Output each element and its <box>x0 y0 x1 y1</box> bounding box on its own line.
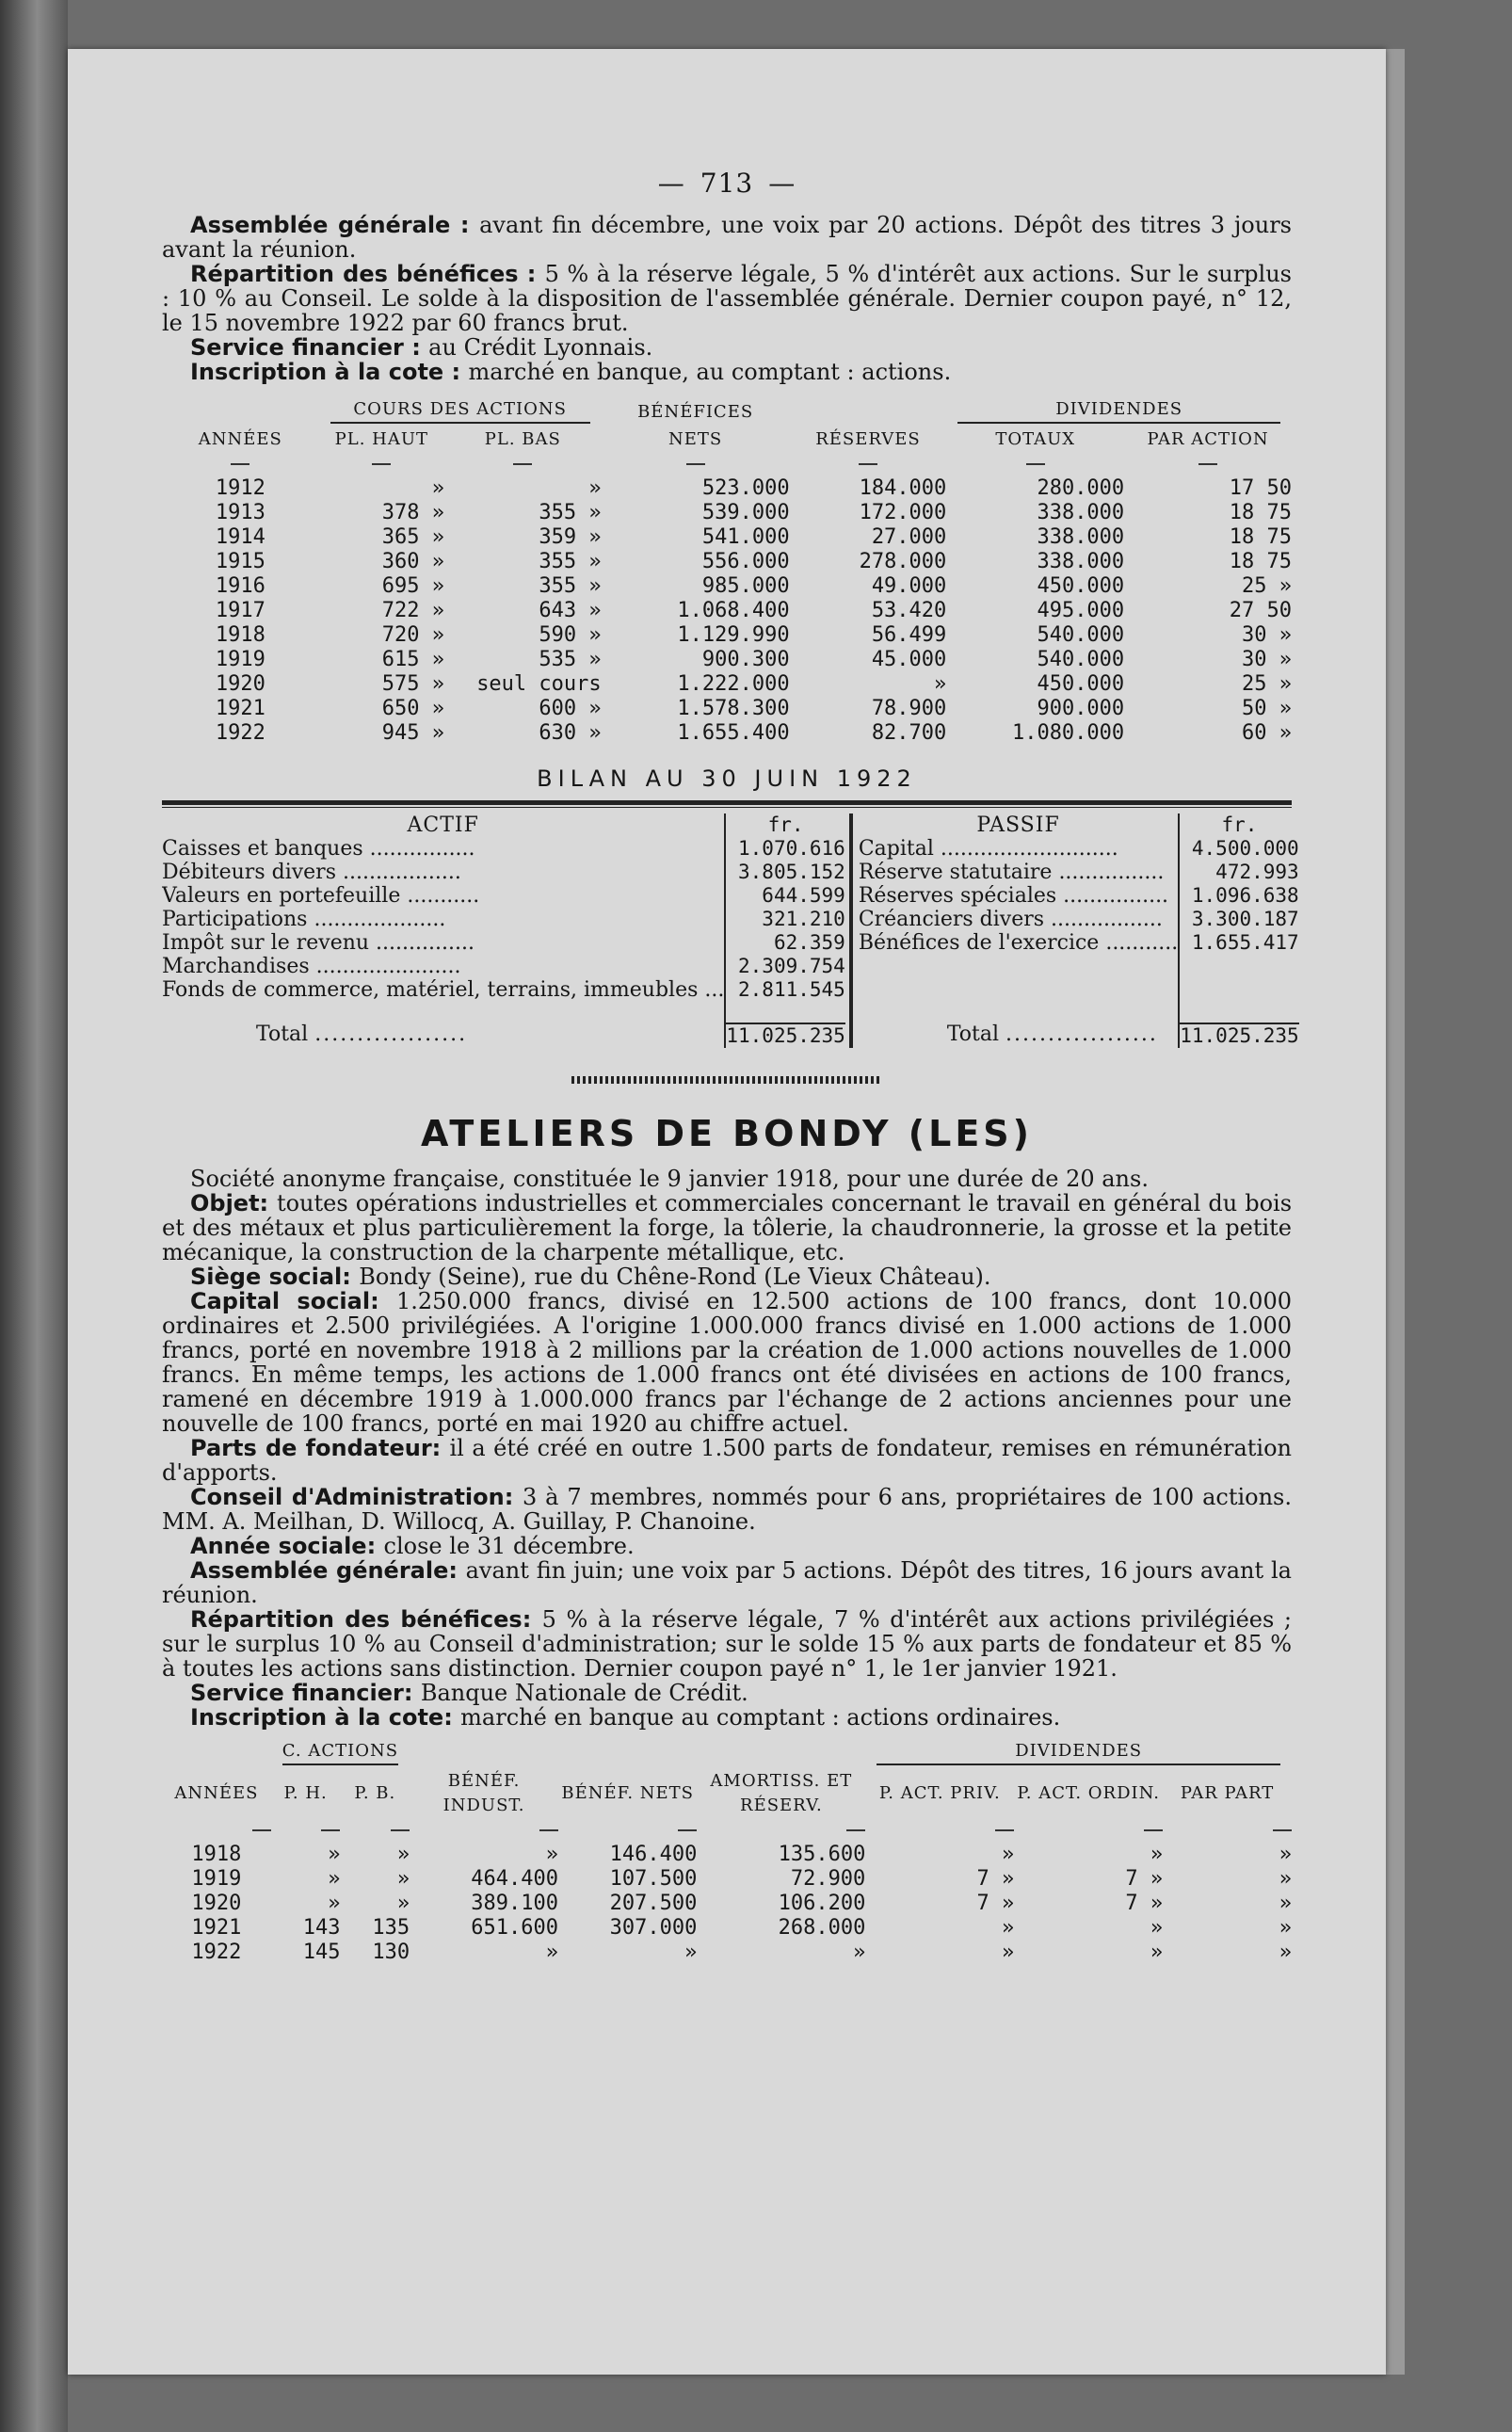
paragraph-text: il a été créé en outre 1.500 parts de fondateur, remises en rémunération d'apports. <box>162 1435 1292 1486</box>
table-cell: » <box>1279 1941 1292 1964</box>
table-cell: » <box>396 1843 410 1866</box>
balance-amount: 1.070.616 <box>738 837 845 860</box>
table-row <box>162 574 1292 599</box>
table-cell: 360 » <box>381 550 444 573</box>
table-cell: » <box>1279 1916 1292 1940</box>
table-cell: 82.700 <box>871 721 947 745</box>
table-row <box>162 550 1292 574</box>
table-cell: 60 » <box>1242 721 1292 745</box>
table-cell: 17 50 <box>1229 476 1292 500</box>
table-cell: 30 » <box>1242 623 1292 647</box>
table-cell: 900.000 <box>1037 697 1125 720</box>
table-cell: 495.000 <box>1037 599 1125 622</box>
table-cell: » <box>588 476 602 500</box>
section1-paragraph <box>162 262 1292 335</box>
paragraph-text: 3 à 7 membres, nommés pour 6 ans, propriétaires de 100 actions. MM. A. Meilhan, D. Willocq, A. Guillay, P. Chanoine. <box>162 1484 1292 1535</box>
table-row <box>162 476 1292 501</box>
section2-paragraph <box>162 1436 1292 1485</box>
table-cell: » <box>1001 1941 1015 1964</box>
balance-amount: 644.599 <box>762 884 845 907</box>
table-cell: 56.499 <box>871 623 947 647</box>
table-cell: 7 » <box>1125 1867 1164 1891</box>
dividend-table-2 <box>162 1739 1292 1965</box>
section2-paragraph <box>162 1534 1292 1558</box>
table-row <box>162 672 1292 697</box>
table-cell: 1.080.000 <box>1011 721 1125 745</box>
table2-header-row <box>162 1769 1292 1818</box>
balance-label: Impôt sur le revenu ............... <box>162 931 475 955</box>
book-spine <box>0 0 68 2432</box>
table-cell: 1915 <box>215 550 265 573</box>
column-header: PL. HAUT <box>334 429 429 449</box>
table-cell: 338.000 <box>1037 525 1125 549</box>
table-cell: 720 » <box>381 623 444 647</box>
balance-label: Réserves spéciales ................ <box>858 884 1169 908</box>
table-cell: 143 <box>302 1916 341 1940</box>
table-cell: 18 75 <box>1229 550 1292 573</box>
balance-label: Fonds de commerce, matériel, terrains, immeubles ... <box>162 978 725 1002</box>
table-cell: 7 » <box>976 1867 1015 1891</box>
table-cell: 535 » <box>539 648 602 671</box>
table1-header-row <box>162 427 1292 452</box>
table-cell: 355 » <box>539 501 602 524</box>
section2-paragraph <box>162 1167 1292 1191</box>
passif-total-label: Total .................. <box>946 1023 1158 1046</box>
balance-label: Caisses et banques ................ <box>162 837 475 861</box>
paragraph-heading: Assemblée générale : <box>190 212 480 238</box>
balance-amount: 2.811.545 <box>738 978 845 1001</box>
section2-paragraphs <box>162 1167 1292 1730</box>
column-header: P. H. <box>283 1783 328 1803</box>
paragraph-heading: Service financier : <box>190 334 429 361</box>
table-cell: 1.068.400 <box>677 599 790 622</box>
table-cell: 630 » <box>539 721 602 745</box>
table-cell: 18 75 <box>1229 501 1292 524</box>
column-header: P. ACT. ORDIN. <box>1017 1783 1160 1803</box>
table-cell: 540.000 <box>1037 648 1125 671</box>
table-cell: 1.222.000 <box>677 672 790 696</box>
paragraph-text: Banque Nationale de Crédit. <box>420 1680 748 1706</box>
table-cell: 1921 <box>215 697 265 720</box>
table-cell: 1922 <box>191 1941 242 1964</box>
table-cell: 1919 <box>191 1867 242 1891</box>
passif-header: PASSIF <box>976 813 1060 837</box>
passif-labels <box>852 837 1179 1002</box>
table-cell: 268.000 <box>778 1916 866 1940</box>
table-cell: seul cours <box>476 672 602 696</box>
section2-paragraph <box>162 1289 1292 1436</box>
paragraph-heading: Année sociale: <box>190 1533 384 1559</box>
table-cell: » <box>1150 1843 1164 1866</box>
table-cell: 900.300 <box>701 648 790 671</box>
table-cell: 575 » <box>381 672 444 696</box>
table-cell: 338.000 <box>1037 550 1125 573</box>
section2-paragraph <box>162 1485 1292 1534</box>
table2-body <box>162 1843 1292 1965</box>
table-cell: 651.600 <box>471 1916 559 1940</box>
table-cell: 53.420 <box>871 599 947 622</box>
table-row <box>162 599 1292 623</box>
table-cell: » <box>684 1941 698 1964</box>
paragraph-heading: Répartition des bénéfices: <box>190 1606 542 1633</box>
table-cell: 450.000 <box>1037 672 1125 696</box>
section2-paragraph <box>162 1607 1292 1681</box>
column-header: P. B. <box>354 1783 396 1803</box>
paragraph-text: 5 % à la réserve légale, 5 % d'intérêt aux actions. Sur le surplus : 10 % au Conseil. Le solde à la disposition de l'assemblée générale. Dernier coupon payé, n° 12, le 15 novembre 1922 par 60 francs brut. <box>162 261 1292 336</box>
table-row <box>162 501 1292 525</box>
table-cell: 278.000 <box>859 550 947 573</box>
table-cell: 1914 <box>215 525 265 549</box>
table-cell: » <box>1150 1916 1164 1940</box>
table-cell: » <box>396 1867 410 1891</box>
table-cell: 1.578.300 <box>677 697 790 720</box>
table-cell: 25 » <box>1242 574 1292 598</box>
table-row <box>162 1941 1292 1965</box>
balance-label: Bénéfices de l'exercice ........... <box>858 931 1179 955</box>
actif-amounts <box>725 837 849 1002</box>
table-cell: 355 » <box>539 574 602 598</box>
table-cell: 615 » <box>381 648 444 671</box>
header-dashes <box>162 452 1292 476</box>
table-cell: 1920 <box>215 672 265 696</box>
section2-paragraph <box>162 1705 1292 1730</box>
passif-total: 11.025.235 <box>1179 1002 1298 1048</box>
table-cell: » <box>934 672 947 696</box>
paragraph-text: avant fin juin; une voix par 5 actions. Dépôt des titres, 16 jours avant la réunion. <box>162 1557 1292 1608</box>
table-cell: » <box>328 1892 341 1915</box>
table-cell: 130 <box>372 1941 410 1964</box>
column-header: RÉSERVES <box>815 429 921 449</box>
table-cell: 1917 <box>215 599 265 622</box>
paragraph-heading: Répartition des bénéfices : <box>190 261 545 287</box>
column-header: NETS <box>668 429 723 449</box>
balance-label: Participations .................... <box>162 908 446 931</box>
passif-currency: fr. <box>1179 813 1298 837</box>
table-cell: 1922 <box>215 721 265 745</box>
table-cell: 695 » <box>381 574 444 598</box>
actif-total: 11.025.235 <box>725 1002 849 1048</box>
benefices-group-header: BÉNÉFICES <box>637 402 754 422</box>
table-cell: 338.000 <box>1037 501 1125 524</box>
passif-amounts <box>1179 837 1298 1002</box>
paragraph-heading: Siège social: <box>190 1264 360 1290</box>
table-cell: » <box>1279 1892 1292 1915</box>
page-content <box>162 168 1299 1965</box>
balance-sheet <box>162 813 1299 1048</box>
actif-header: ACTIF <box>407 813 479 837</box>
balance-amount: 62.359 <box>773 931 845 954</box>
paragraph-heading: Inscription à la cote : <box>190 359 469 385</box>
page <box>68 49 1386 2375</box>
actif-total-label: Total .................. <box>256 1023 468 1046</box>
paragraph-text: marché en banque, au comptant : actions. <box>468 359 952 385</box>
paragraph-text: toutes opérations industrielles et commerciales concernant le travail en général du bois et des métaux et plus particulièrement la forge, la tôlerie, la chaudronnerie, la grosse et la petite mécanique, la construction de la charpente métallique, etc. <box>162 1190 1293 1265</box>
table-cell: » <box>1279 1843 1292 1866</box>
bilan-title: BILAN AU 30 JUIN 1922 <box>537 765 917 792</box>
balance-label: Débiteurs divers .................. <box>162 861 461 884</box>
column-header: PAR PART <box>1180 1783 1275 1803</box>
table-cell: » <box>545 1843 559 1866</box>
paragraph-text: 5 % à la réserve légale, 7 % d'intérêt aux actions privilégiées ; sur le surplus 10 % au Conseil d'administration; sur le solde 15 % aux parts de fondateur et 85 % à toutes les actions sans distinction. Dernier coupon payé n° 1, le 1er janvier 1921. <box>162 1606 1292 1682</box>
table-cell: 1920 <box>191 1892 242 1915</box>
page-edge <box>1386 49 1405 2375</box>
column-header: ANNÉES <box>198 429 282 449</box>
section2-paragraph <box>162 1264 1292 1289</box>
column-header: P. ACT. PRIV. <box>878 1783 1001 1803</box>
table-row <box>162 1843 1292 1867</box>
balance-amount: 1.655.417 <box>1191 931 1299 954</box>
table-cell: » <box>1150 1941 1164 1964</box>
table-cell: 72.900 <box>790 1867 866 1891</box>
balance-amount: 321.210 <box>762 908 845 930</box>
table-cell: 722 » <box>381 599 444 622</box>
table-cell: 650 » <box>381 697 444 720</box>
table-cell: 27.000 <box>871 525 947 549</box>
table-row <box>162 697 1292 721</box>
table-cell: 27 50 <box>1229 599 1292 622</box>
paragraph-heading: Parts de fondateur: <box>190 1435 450 1461</box>
table-row <box>162 1892 1292 1916</box>
table-cell: 541.000 <box>701 525 790 549</box>
table-cell: » <box>853 1941 866 1964</box>
table-cell: 1921 <box>191 1916 242 1940</box>
dividend-table-1 <box>162 397 1292 746</box>
table-cell: 1918 <box>215 623 265 647</box>
table-cell: 1913 <box>215 501 265 524</box>
paragraph-heading: Conseil d'Administration: <box>190 1484 523 1510</box>
balance-amount: 1.096.638 <box>1191 884 1299 907</box>
table-cell: 540.000 <box>1037 623 1125 647</box>
paragraph-heading: Capital social: <box>190 1288 396 1314</box>
table-cell: 207.500 <box>609 1892 698 1915</box>
table-cell: 172.000 <box>859 501 947 524</box>
paragraph-text: Bondy (Seine), rue du Chêne-Rond (Le Vieux Château). <box>359 1264 991 1290</box>
section1-paragraphs <box>162 213 1292 384</box>
table-cell: 590 » <box>539 623 602 647</box>
section2-paragraph <box>162 1191 1292 1264</box>
table-cell: 135 <box>372 1916 410 1940</box>
table-cell: 539.000 <box>701 501 790 524</box>
table-cell: 25 » <box>1242 672 1292 696</box>
table-cell: 389.100 <box>471 1892 559 1915</box>
paragraph-heading: Objet: <box>190 1190 277 1216</box>
table-row <box>162 721 1292 746</box>
table-cell: 107.500 <box>609 1867 698 1891</box>
table-cell: » <box>1279 1867 1292 1891</box>
table-cell: 18 75 <box>1229 525 1292 549</box>
section-divider <box>571 1076 882 1084</box>
balance-amount: 3.300.187 <box>1191 908 1299 930</box>
column-header: TOTAUX <box>995 429 1076 449</box>
balance-amount: 3.805.152 <box>738 861 845 883</box>
balance-amount: 4.500.000 <box>1191 837 1299 860</box>
table-cell: » <box>396 1892 410 1915</box>
table-cell: 49.000 <box>871 574 947 598</box>
paragraph-text: au Crédit Lyonnais. <box>428 334 653 361</box>
balance-label: Marchandises ...................... <box>162 955 461 978</box>
table-cell: 280.000 <box>1037 476 1125 500</box>
balance-label: Créanciers divers ................. <box>858 908 1163 931</box>
column-header: ANNÉES <box>174 1783 259 1803</box>
table-cell: 378 » <box>381 501 444 524</box>
section2-paragraph <box>162 1681 1292 1705</box>
table-cell: 145 <box>302 1941 341 1964</box>
paragraph-heading: Inscription à la cote: <box>190 1704 461 1731</box>
page-number: — 713 — <box>657 168 796 199</box>
table-cell: 1918 <box>191 1843 242 1866</box>
c-actions-group-header: C. ACTIONS <box>271 1739 410 1769</box>
table-cell: 464.400 <box>471 1867 559 1891</box>
table-cell: 7 » <box>1125 1892 1164 1915</box>
column-header: BÉNÉF. NETS <box>561 1783 694 1803</box>
table-cell: 7 » <box>976 1892 1015 1915</box>
table-cell: 30 » <box>1242 648 1292 671</box>
table-cell: 523.000 <box>701 476 790 500</box>
actif-currency: fr. <box>725 813 849 837</box>
paragraph-text: avant fin décembre, une voix par 20 actions. Dépôt des titres 3 jours avant la réunion. <box>162 212 1292 263</box>
table-cell: 985.000 <box>701 574 790 598</box>
table-row <box>162 1867 1292 1892</box>
paragraph-text: close le 31 décembre. <box>383 1533 635 1559</box>
actif-labels <box>162 837 725 1002</box>
table-cell: 365 » <box>381 525 444 549</box>
paragraph-heading: Service financier: <box>190 1680 421 1706</box>
table-cell: 78.900 <box>871 697 947 720</box>
table-cell: 1916 <box>215 574 265 598</box>
table-cell: » <box>1001 1843 1015 1866</box>
balance-label: Réserve statutaire ................ <box>858 861 1165 884</box>
table-cell: 643 » <box>539 599 602 622</box>
table-cell: 50 » <box>1242 697 1292 720</box>
table-cell: » <box>1001 1916 1015 1940</box>
table-cell: 184.000 <box>859 476 947 500</box>
company-title: ATELIERS DE BONDY (LES) <box>420 1113 1034 1154</box>
table-cell: » <box>431 476 444 500</box>
balance-amount: 472.993 <box>1215 861 1299 883</box>
table-cell: 1.129.990 <box>677 623 790 647</box>
table1-body <box>162 476 1292 746</box>
table-cell: 307.000 <box>609 1916 698 1940</box>
table-cell: 1919 <box>215 648 265 671</box>
dividendes-group-header: DIVIDENDES <box>946 397 1292 427</box>
table-cell: 45.000 <box>871 648 947 671</box>
table-cell: » <box>545 1941 559 1964</box>
table-cell: 146.400 <box>609 1843 698 1866</box>
table-row <box>162 623 1292 648</box>
section2-paragraph <box>162 1558 1292 1607</box>
table-cell: 945 » <box>381 721 444 745</box>
column-header: AMORTISS. ET RÉSERV. <box>710 1771 853 1815</box>
dividendes2-group-header: DIVIDENDES <box>865 1739 1292 1769</box>
paragraph-text: Société anonyme française, constituée le 9 janvier 1918, pour une durée de 20 ans. <box>190 1166 1149 1192</box>
table-cell: 359 » <box>539 525 602 549</box>
bilan-top-rule <box>162 800 1292 808</box>
column-header: PL. BAS <box>484 429 561 449</box>
column-header: PAR ACTION <box>1147 429 1269 449</box>
section1-paragraph <box>162 335 1292 360</box>
table-row <box>162 525 1292 550</box>
balance-label: Capital ........................... <box>858 837 1118 861</box>
table-row <box>162 1916 1292 1941</box>
paragraph-text: marché en banque au comptant : actions ordinaires. <box>460 1704 1061 1731</box>
column-header: BÉNÉF. INDUST. <box>442 1771 525 1815</box>
table-cell: 556.000 <box>701 550 790 573</box>
section1-paragraph <box>162 213 1292 262</box>
table-cell: 355 » <box>539 550 602 573</box>
paragraph-text: 1.250.000 francs, divisé en 12.500 actions de 100 francs, dont 10.000 ordinaires et 2.500 privilégiées. A l'origine 1.000.000 francs divisé en 1.000 actions de 1.000 francs, porté en novembre 1918 à 2 millions par la création de 1.000 actions nouvelles de 1.000 francs. En même temps, les actions de 1.000 francs ont été divisées en actions de 100 francs, ramené en décembre 1919 à 1.000.000 francs par l'échange de 2 actions anciennes pour une nouvelle de 100 francs, porté en mai 1920 au chiffre actuel. <box>162 1288 1292 1437</box>
balance-amount: 2.309.754 <box>738 955 845 977</box>
balance-label: Valeurs en portefeuille ........... <box>162 884 480 908</box>
table-cell: 1912 <box>215 476 265 500</box>
section1-paragraph <box>162 360 1292 384</box>
table-cell: 450.000 <box>1037 574 1125 598</box>
table-cell: 600 » <box>539 697 602 720</box>
header-dashes-2 <box>162 1818 1292 1843</box>
table-cell: » <box>328 1843 341 1866</box>
cours-group-header: COURS DES ACTIONS <box>319 397 602 427</box>
table-cell: 135.600 <box>778 1843 866 1866</box>
table-cell: » <box>328 1867 341 1891</box>
table-cell: 106.200 <box>778 1892 866 1915</box>
table-row <box>162 648 1292 672</box>
table-cell: 1.655.400 <box>677 721 790 745</box>
paragraph-heading: Assemblée générale: <box>190 1557 466 1584</box>
